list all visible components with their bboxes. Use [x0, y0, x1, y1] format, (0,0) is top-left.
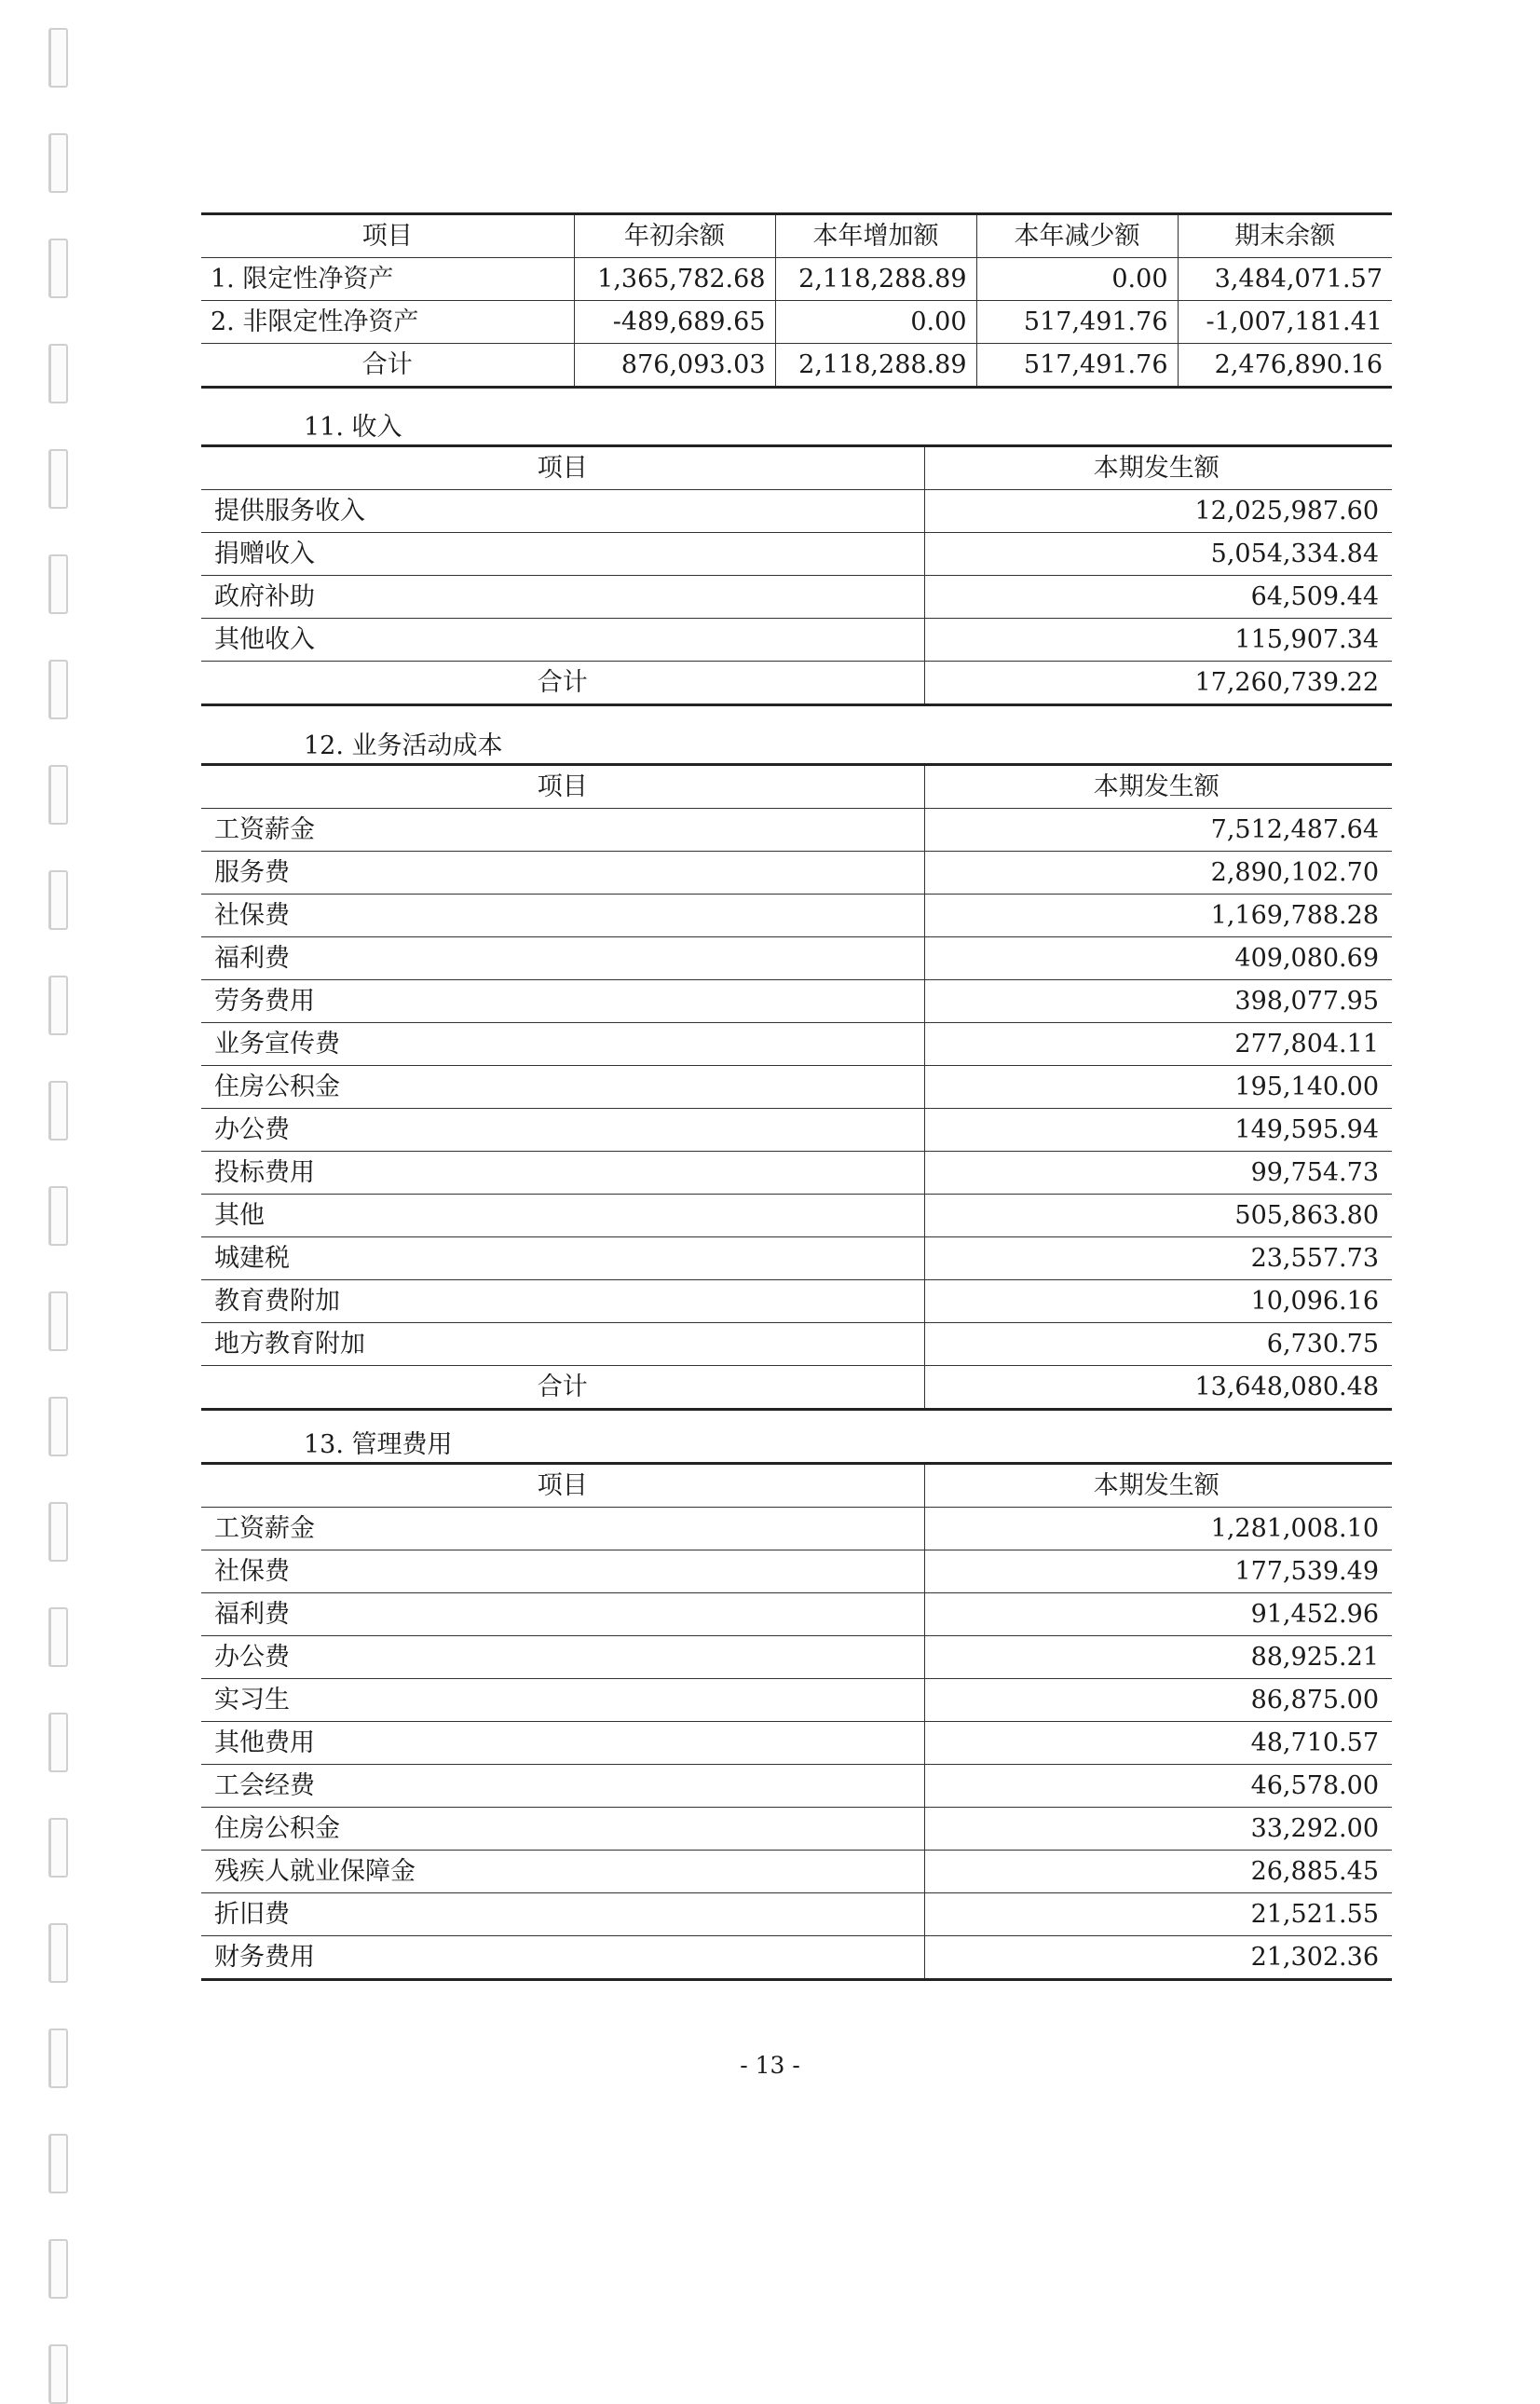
row-label: 地方教育附加: [201, 1323, 924, 1366]
cell-value: 1,281,008.10: [924, 1508, 1392, 1550]
binding-hole: [48, 1397, 68, 1456]
binding-hole: [48, 133, 68, 193]
row-label: 城建税: [201, 1237, 924, 1280]
row-label: 2. 非限定性净资产: [201, 301, 574, 344]
row-label: 残疾人就业保障金: [201, 1851, 924, 1893]
page-number: - 13 -: [740, 2052, 800, 2079]
cell-value: 5,054,334.84: [924, 533, 1392, 576]
cell-value: 48,710.57: [924, 1722, 1392, 1765]
table-row: [201, 1808, 1392, 1851]
table-row: [201, 490, 1392, 533]
cell-value: 2,118,288.89: [775, 258, 976, 301]
table-row: [201, 619, 1392, 662]
binding-hole: [48, 976, 68, 1035]
binding-hole: [48, 239, 68, 298]
cell-value: 1,169,788.28: [924, 895, 1392, 937]
table-row: [201, 1109, 1392, 1152]
row-label: 工会经费: [201, 1765, 924, 1808]
table-row: [201, 1323, 1392, 1366]
binding-hole: [48, 765, 68, 825]
row-label: 工资薪金: [201, 1508, 924, 1550]
table-row: [201, 1851, 1392, 1893]
row-label: 合计: [201, 662, 924, 705]
total-row: [201, 1366, 1392, 1410]
header-amount: 本期发生额: [924, 1464, 1392, 1508]
binding-hole: [48, 1291, 68, 1351]
row-label: 其他收入: [201, 619, 924, 662]
cell-value: 149,595.94: [924, 1109, 1392, 1152]
table-row: [201, 1679, 1392, 1722]
binding-hole: [48, 554, 68, 614]
cell-value: 505,863.80: [924, 1195, 1392, 1237]
row-label: 劳务费用: [201, 980, 924, 1023]
cell-value: 21,302.36: [924, 1936, 1392, 1980]
table-row: [201, 1280, 1392, 1323]
row-label: 捐赠收入: [201, 533, 924, 576]
binding-hole: [48, 1081, 68, 1141]
table-row: [201, 1023, 1392, 1066]
row-label: 社保费: [201, 895, 924, 937]
table-row: [201, 1636, 1392, 1679]
admin-expense-table: [201, 1462, 1392, 1981]
binding-holes: [41, 0, 78, 2179]
row-label: 社保费: [201, 1550, 924, 1593]
cell-value: 23,557.73: [924, 1237, 1392, 1280]
row-label: 投标费用: [201, 1152, 924, 1195]
table-row: [201, 1066, 1392, 1109]
header-decrease: 本年减少额: [976, 214, 1178, 258]
binding-hole: [48, 1186, 68, 1246]
table-row: [201, 1550, 1392, 1593]
cell-value: 6,730.75: [924, 1323, 1392, 1366]
table-header-row: [201, 1464, 1392, 1508]
cell-value: 409,080.69: [924, 937, 1392, 980]
table-row: [201, 1893, 1392, 1936]
header-amount: 本期发生额: [924, 765, 1392, 809]
binding-hole: [48, 344, 68, 403]
cell-value: 876,093.03: [574, 344, 775, 388]
table-row: [201, 1195, 1392, 1237]
row-label: 福利费: [201, 1593, 924, 1636]
table-row: [201, 1152, 1392, 1195]
cell-value: 2,890,102.70: [924, 852, 1392, 895]
row-label: 财务费用: [201, 1936, 924, 1980]
header-increase: 本年增加额: [775, 214, 976, 258]
section-title-income: 11. 收入: [304, 413, 402, 442]
table-header-row: [201, 765, 1392, 809]
cell-value: 517,491.76: [976, 301, 1178, 344]
net-assets-table: [201, 212, 1392, 389]
cell-value: -1,007,181.41: [1178, 301, 1392, 344]
cell-value: 46,578.00: [924, 1765, 1392, 1808]
header-closing-balance: 期末余额: [1178, 214, 1392, 258]
binding-hole: [48, 2134, 68, 2193]
binding-hole: [48, 2344, 68, 2404]
row-label: 1. 限定性净资产: [201, 258, 574, 301]
table-row: [201, 809, 1392, 852]
cell-value: 10,096.16: [924, 1280, 1392, 1323]
table-row: [201, 980, 1392, 1023]
binding-hole: [48, 1923, 68, 1983]
row-label: 办公费: [201, 1109, 924, 1152]
cell-value: 277,804.11: [924, 1023, 1392, 1066]
header-item: 项目: [201, 446, 924, 490]
table-row: [201, 1722, 1392, 1765]
header-item: 项目: [201, 1464, 924, 1508]
row-label: 折旧费: [201, 1893, 924, 1936]
binding-hole: [48, 1607, 68, 1667]
row-label: 住房公积金: [201, 1066, 924, 1109]
cell-value: 13,648,080.48: [924, 1366, 1392, 1410]
row-label: 提供服务收入: [201, 490, 924, 533]
table-row: [201, 258, 1392, 301]
cell-value: 177,539.49: [924, 1550, 1392, 1593]
cell-value: 7,512,487.64: [924, 809, 1392, 852]
table-row: [201, 1936, 1392, 1980]
binding-hole: [48, 1713, 68, 1772]
cell-value: 21,521.55: [924, 1893, 1392, 1936]
row-label: 合计: [201, 344, 574, 388]
row-label: 工资薪金: [201, 809, 924, 852]
row-label: 业务宣传费: [201, 1023, 924, 1066]
table-row: [201, 1593, 1392, 1636]
cell-value: 0.00: [775, 301, 976, 344]
cell-value: 12,025,987.60: [924, 490, 1392, 533]
row-label: 福利费: [201, 937, 924, 980]
table-row: [201, 1237, 1392, 1280]
row-label: 其他: [201, 1195, 924, 1237]
table-row: [201, 301, 1392, 344]
table-row: [201, 533, 1392, 576]
row-label: 教育费附加: [201, 1280, 924, 1323]
total-row: [201, 662, 1392, 705]
cell-value: -489,689.65: [574, 301, 775, 344]
cell-value: 26,885.45: [924, 1851, 1392, 1893]
cell-value: 0.00: [976, 258, 1178, 301]
cell-value: 1,365,782.68: [574, 258, 775, 301]
cell-value: 3,484,071.57: [1178, 258, 1392, 301]
binding-hole: [48, 1502, 68, 1562]
row-label: 住房公积金: [201, 1808, 924, 1851]
table-row: [201, 576, 1392, 619]
row-label: 合计: [201, 1366, 924, 1410]
binding-hole: [48, 449, 68, 509]
cell-value: 115,907.34: [924, 619, 1392, 662]
table-row: [201, 852, 1392, 895]
binding-hole: [48, 660, 68, 719]
cell-value: 99,754.73: [924, 1152, 1392, 1195]
cell-value: 517,491.76: [976, 344, 1178, 388]
section-title-admin-expense: 13. 管理费用: [304, 1430, 453, 1459]
cell-value: 64,509.44: [924, 576, 1392, 619]
table-header-row: [201, 214, 1392, 258]
header-item: 项目: [201, 214, 574, 258]
row-label: 服务费: [201, 852, 924, 895]
cell-value: 398,077.95: [924, 980, 1392, 1023]
total-row: [201, 344, 1392, 388]
cell-value: 86,875.00: [924, 1679, 1392, 1722]
table-row: [201, 1765, 1392, 1808]
row-label: 其他费用: [201, 1722, 924, 1765]
section-title-business-cost: 12. 业务活动成本: [304, 731, 503, 760]
header-item: 项目: [201, 765, 924, 809]
income-table: [201, 444, 1392, 706]
cell-value: 195,140.00: [924, 1066, 1392, 1109]
cell-value: 88,925.21: [924, 1636, 1392, 1679]
cell-value: 17,260,739.22: [924, 662, 1392, 705]
table-row: [201, 937, 1392, 980]
binding-hole: [48, 2239, 68, 2299]
binding-hole: [48, 1818, 68, 1878]
cell-value: 91,452.96: [924, 1593, 1392, 1636]
business-cost-table: [201, 763, 1392, 1411]
cell-value: 33,292.00: [924, 1808, 1392, 1851]
row-label: 政府补助: [201, 576, 924, 619]
binding-hole: [48, 28, 68, 88]
row-label: 办公费: [201, 1636, 924, 1679]
table-row: [201, 1508, 1392, 1550]
header-amount: 本期发生额: [924, 446, 1392, 490]
row-label: 实习生: [201, 1679, 924, 1722]
header-opening-balance: 年初余额: [574, 214, 775, 258]
binding-hole: [48, 870, 68, 930]
cell-value: 2,476,890.16: [1178, 344, 1392, 388]
table-header-row: [201, 446, 1392, 490]
cell-value: 2,118,288.89: [775, 344, 976, 388]
table-row: [201, 895, 1392, 937]
